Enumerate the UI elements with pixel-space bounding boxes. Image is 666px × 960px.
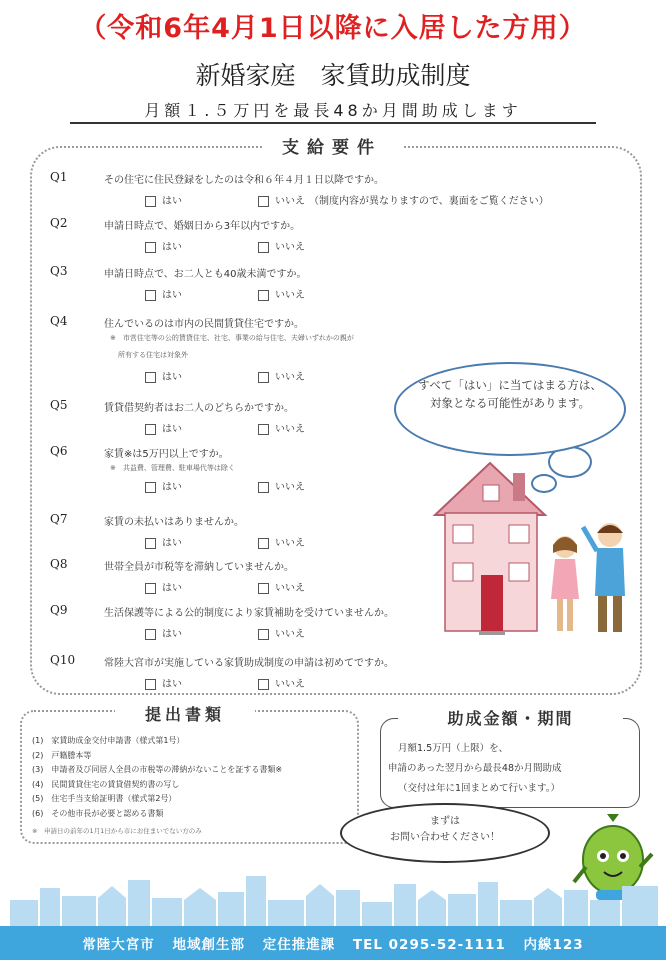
documents-title: 提出書類 [115, 702, 255, 725]
question-label: Q6 [50, 444, 68, 458]
yes-label: はい [162, 290, 182, 301]
yes-checkbox[interactable] [145, 629, 156, 640]
no-option[interactable] [258, 192, 549, 207]
no-label: いいえ [275, 629, 305, 640]
no-checkbox[interactable] [258, 290, 269, 301]
no-checkbox[interactable] [258, 679, 269, 690]
no-label: いいえ [275, 679, 305, 690]
document-item: (3) 申請者及び同居人全員の市税等の滞納がないことを証する書類※ [32, 765, 283, 774]
yes-label: はい [162, 679, 182, 690]
yes-option[interactable] [145, 420, 182, 435]
yes-label: はい [162, 242, 182, 253]
no-checkbox[interactable] [258, 372, 269, 383]
page-title: 新婚家庭 家賃助成制度 [195, 61, 471, 90]
question-label: Q10 [50, 653, 76, 667]
yes-checkbox[interactable] [145, 482, 156, 493]
yes-option[interactable] [145, 286, 182, 301]
yes-option[interactable] [145, 534, 182, 549]
no-checkbox[interactable] [258, 482, 269, 493]
question-label: Q9 [50, 603, 68, 617]
question-text: 賃貸借契約者はお二人のどちらかですか。 [104, 403, 294, 414]
yes-label: はい [162, 629, 182, 640]
yes-label: はい [162, 196, 182, 207]
inquiry-line-2: お問い合わせください！ [390, 832, 500, 843]
document-item: (4) 民間賃貸住宅の賃貸借契約書の写し [32, 779, 180, 789]
no-option[interactable] [258, 238, 305, 253]
question-label: Q4 [50, 314, 68, 328]
eligibility-heading: （令和6年4月1日以降に入居した方用） [79, 13, 587, 44]
amount-line-2: 申請のあった翌月から最長48か月間助成 [388, 763, 562, 774]
no-label: いいえ [275, 583, 305, 594]
no-label: いいえ [275, 196, 305, 207]
footer-dept: 地域創生部 [172, 937, 246, 953]
question-label: Q3 [50, 264, 68, 278]
no-label: いいえ [275, 372, 305, 383]
question-text: 住んでいるのは市内の民間賃貸住宅ですか。 [104, 319, 304, 330]
yes-option[interactable] [145, 192, 182, 207]
no-label: いいえ [275, 290, 305, 301]
yes-checkbox[interactable] [145, 679, 156, 690]
yes-label: はい [162, 538, 182, 549]
no-option[interactable] [258, 286, 305, 301]
yes-option[interactable] [145, 238, 182, 253]
no-checkbox[interactable] [258, 629, 269, 640]
yes-option[interactable] [145, 478, 182, 493]
amount-line-1: 月額1.5万円（上限）を、 [398, 743, 509, 754]
no-option[interactable] [258, 579, 305, 594]
question-label: Q1 [50, 170, 68, 184]
question-label: Q8 [50, 557, 68, 571]
no-option[interactable] [258, 534, 305, 549]
no-option[interactable] [258, 478, 305, 493]
amount-line-3: （交付は年に1回まとめて行います。） [398, 783, 561, 794]
yes-checkbox[interactable] [145, 424, 156, 435]
footer-section: 定住推進課 [262, 937, 336, 953]
document-item: (1) 家賃助成金交付申請書（様式第1号） [32, 736, 185, 745]
yes-label: はい [162, 482, 182, 493]
no-label: いいえ [275, 424, 305, 435]
bubble-line-1: すべて「はい」に当てはまる方は、 [418, 378, 602, 392]
question-text: 申請日時点で、お二人とも40歳未満ですか。 [104, 269, 307, 280]
question-text: その住宅に住民登録をしたのは令和６年４月１日以降ですか。 [104, 175, 384, 186]
question-text: 家賃の未払いはありませんか。 [104, 517, 244, 528]
no-checkbox[interactable] [258, 424, 269, 435]
footer-tel: TEL 0295-52-1111 [352, 937, 506, 953]
requirements-title: 支給要件 [262, 133, 402, 158]
question-text: 常陸大宮市が実施している家賃助成制度の申請は初めてですか。 [104, 658, 394, 669]
documents-footnote: ※ 申請日の前年の1月1日から市にお住まいでない方のみ [32, 827, 202, 835]
footer-city: 常陸大宮市 [82, 937, 155, 953]
document-item: (5) 住宅手当支給証明書（様式第2号） [32, 794, 177, 803]
page-subtitle: 月額１.５万円を最長48か月間助成します [70, 98, 596, 124]
city-skyline-decoration [0, 870, 666, 928]
question-text: 世帯全員が市税等を滞納していませんか。 [104, 562, 294, 573]
no-option[interactable] [258, 625, 305, 640]
yes-checkbox[interactable] [145, 538, 156, 549]
no-checkbox[interactable] [258, 196, 269, 207]
no-option[interactable] [258, 675, 305, 690]
couple-icon [551, 523, 625, 632]
document-item: (6) その他市長が必要と認める書類 [32, 808, 164, 818]
yes-label: はい [162, 424, 182, 435]
no-checkbox[interactable] [258, 538, 269, 549]
question-text: 申請日時点で、婚姻日から3年以内ですか。 [104, 221, 301, 232]
no-checkbox[interactable] [258, 242, 269, 253]
yes-checkbox[interactable] [145, 372, 156, 383]
no-note: （制度内容が異なりますので、裏面をご覧ください） [309, 196, 549, 207]
question-text: 生活保護等による公的制度により家賃補助を受けていませんか。 [104, 608, 394, 619]
yes-option[interactable] [145, 625, 182, 640]
question-text: 家賃※は5万円以上ですか。 [104, 449, 229, 460]
inquiry-bubble [340, 803, 550, 863]
yes-option[interactable] [145, 675, 182, 690]
document-item: (2) 戸籍謄本等 [32, 750, 92, 760]
eligibility-bubble [394, 362, 626, 456]
question-label: Q5 [50, 398, 68, 412]
yes-checkbox[interactable] [145, 196, 156, 207]
no-checkbox[interactable] [258, 583, 269, 594]
bubble-line-2: 対象となる可能性があります。 [429, 396, 591, 410]
question-label: Q2 [50, 216, 68, 230]
house-couple-illustration [425, 455, 650, 640]
question-note: ※ 共益費、管理費、駐車場代等は除く [110, 464, 235, 472]
footer-ext: 内線123 [523, 937, 584, 953]
question-note: ※ 市営住宅等の公的賃貸住宅、社宅、事業の給与住宅、夫婦いずれかの親が [110, 334, 354, 342]
no-option[interactable] [258, 420, 305, 435]
documents-box [20, 710, 359, 844]
no-label: いいえ [275, 242, 305, 253]
question-note: 所有する住宅は対象外 [118, 351, 188, 359]
yes-checkbox[interactable] [145, 242, 156, 253]
no-label: いいえ [275, 482, 305, 493]
no-option[interactable] [258, 368, 305, 383]
yes-option[interactable] [145, 368, 182, 383]
inquiry-line-1: まずは [430, 816, 460, 827]
footer-contact [0, 933, 666, 953]
yes-label: はい [162, 372, 182, 383]
amount-title: 助成金額・期間 [398, 706, 623, 729]
no-label: いいえ [275, 538, 305, 549]
yes-checkbox[interactable] [145, 290, 156, 301]
question-label: Q7 [50, 512, 68, 526]
yes-option[interactable] [145, 579, 182, 594]
yes-checkbox[interactable] [145, 583, 156, 594]
house-icon [435, 463, 545, 635]
yes-label: はい [162, 583, 182, 594]
